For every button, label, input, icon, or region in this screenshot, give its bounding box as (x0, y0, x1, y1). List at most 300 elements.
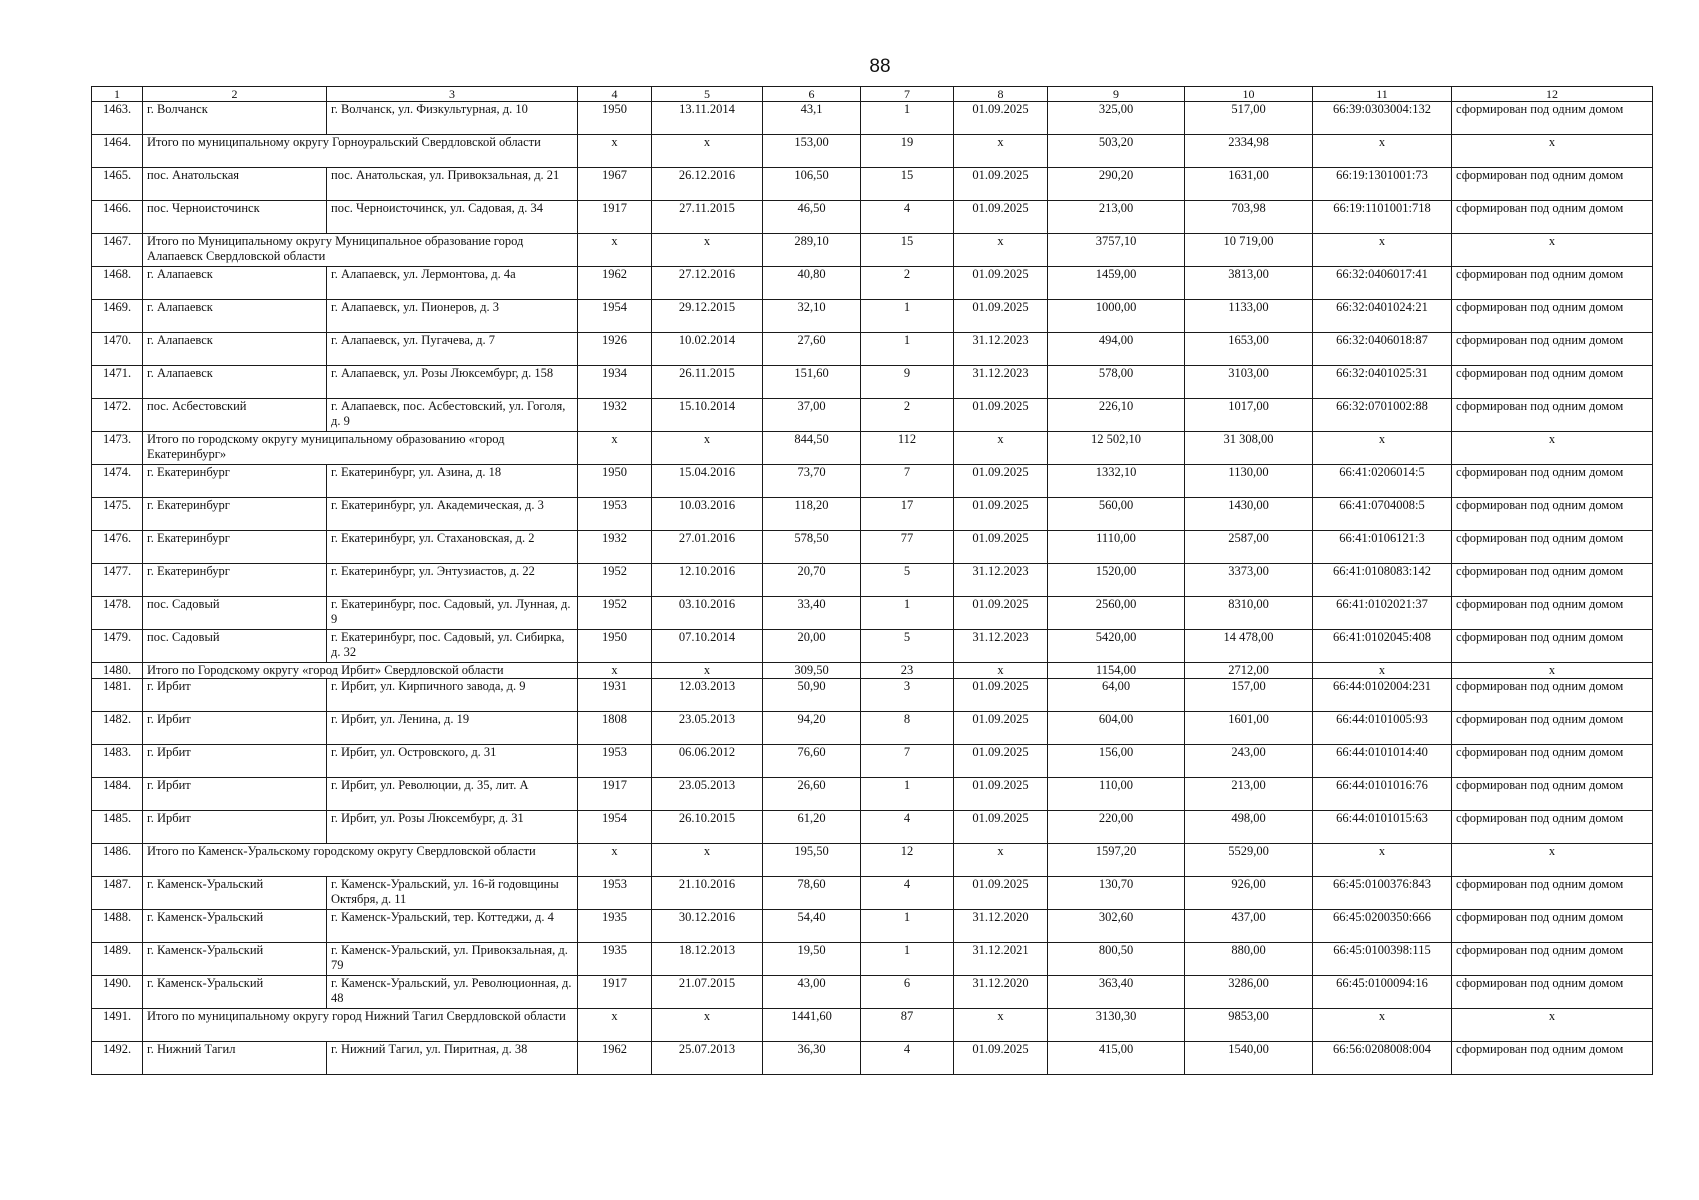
table-row (92, 876, 1653, 909)
row-number: 1474. (92, 465, 143, 498)
table-row (92, 168, 1653, 201)
area-cell: 289,10 (763, 234, 861, 267)
col-header-11: 11 (1313, 87, 1452, 102)
deadline-cell: 01.09.2025 (954, 810, 1048, 843)
area-cell: 78,60 (763, 876, 861, 909)
address-cell: пос. Черноисточинск, ул. Садовая, д. 34 (327, 201, 578, 234)
col9-cell: 1520,00 (1048, 564, 1185, 597)
status-cell: x (1452, 1008, 1653, 1041)
date-cell: 27.11.2015 (652, 201, 763, 234)
cadastral-number-cell: 66:45:0100398:115 (1313, 942, 1452, 975)
deadline-cell: 01.09.2025 (954, 531, 1048, 564)
deadline-cell: 31.12.2020 (954, 909, 1048, 942)
cadastral-number-cell: 66:19:1101001:718 (1313, 201, 1452, 234)
year-cell: 1917 (578, 201, 652, 234)
people-cell: 2 (861, 399, 954, 432)
deadline-cell: 01.09.2025 (954, 711, 1048, 744)
settlement-cell: г. Алапаевск (143, 333, 327, 366)
year-cell: 1950 (578, 102, 652, 135)
status-cell: x (1452, 663, 1653, 679)
table-total-row (92, 234, 1653, 267)
year-cell: x (578, 663, 652, 679)
table-row (92, 102, 1653, 135)
deadline-cell: 01.09.2025 (954, 168, 1048, 201)
settlement-cell: пос. Анатольская (143, 168, 327, 201)
address-cell: г. Ирбит, ул. Розы Люксембург, д. 31 (327, 810, 578, 843)
col9-cell: 494,00 (1048, 333, 1185, 366)
area-cell: 32,10 (763, 300, 861, 333)
row-number: 1481. (92, 678, 143, 711)
col10-cell: 5529,00 (1185, 843, 1313, 876)
row-number: 1472. (92, 399, 143, 432)
table-row (92, 531, 1653, 564)
settlement-cell: г. Каменск-Уральский (143, 942, 327, 975)
deadline-cell: 01.09.2025 (954, 399, 1048, 432)
area-cell: 309,50 (763, 663, 861, 679)
row-number: 1464. (92, 135, 143, 168)
cadastral-number-cell: 66:41:0206014:5 (1313, 465, 1452, 498)
status-cell: сформирован под одним домом (1452, 975, 1653, 1008)
address-cell: г. Екатеринбург, ул. Энтузиастов, д. 22 (327, 564, 578, 597)
col10-cell: 1430,00 (1185, 498, 1313, 531)
status-cell: сформирован под одним домом (1452, 597, 1653, 630)
row-number: 1492. (92, 1041, 143, 1074)
table-row (92, 399, 1653, 432)
col9-cell: 130,70 (1048, 876, 1185, 909)
status-cell: сформирован под одним домом (1452, 1041, 1653, 1074)
col9-cell: 1459,00 (1048, 267, 1185, 300)
cadastral-number-cell: 66:41:0106121:3 (1313, 531, 1452, 564)
col10-cell: 3103,00 (1185, 366, 1313, 399)
people-cell: 6 (861, 975, 954, 1008)
deadline-cell: 31.12.2023 (954, 630, 1048, 663)
table-row (92, 909, 1653, 942)
area-cell: 27,60 (763, 333, 861, 366)
col9-cell: 415,00 (1048, 1041, 1185, 1074)
deadline-cell: 01.09.2025 (954, 777, 1048, 810)
col10-cell: 517,00 (1185, 102, 1313, 135)
deadline-cell: 01.09.2025 (954, 597, 1048, 630)
cadastral-number-cell: x (1313, 663, 1452, 679)
address-cell: г. Алапаевск, пос. Асбестовский, ул. Гоголя, д. 9 (327, 399, 578, 432)
date-cell: 26.12.2016 (652, 168, 763, 201)
area-cell: 37,00 (763, 399, 861, 432)
address-cell: г. Алапаевск, ул. Пугачева, д. 7 (327, 333, 578, 366)
area-cell: 195,50 (763, 843, 861, 876)
table-row (92, 465, 1653, 498)
area-cell: 61,20 (763, 810, 861, 843)
deadline-cell: 31.12.2023 (954, 366, 1048, 399)
col9-cell: 213,00 (1048, 201, 1185, 234)
col10-cell: 1601,00 (1185, 711, 1313, 744)
date-cell: 03.10.2016 (652, 597, 763, 630)
deadline-cell: 01.09.2025 (954, 876, 1048, 909)
col10-cell: 1540,00 (1185, 1041, 1313, 1074)
deadline-cell: 01.09.2025 (954, 1041, 1048, 1074)
cadastral-number-cell: 66:39:0303004:132 (1313, 102, 1452, 135)
people-cell: 1 (861, 102, 954, 135)
status-cell: сформирован под одним домом (1452, 333, 1653, 366)
col10-cell: 14 478,00 (1185, 630, 1313, 663)
cadastral-number-cell: 66:45:0100094:16 (1313, 975, 1452, 1008)
address-cell: г. Екатеринбург, ул. Азина, д. 18 (327, 465, 578, 498)
cadastral-number-cell: 66:44:0101014:40 (1313, 744, 1452, 777)
area-cell: 106,50 (763, 168, 861, 201)
date-cell: 25.07.2013 (652, 1041, 763, 1074)
people-cell: 4 (861, 876, 954, 909)
date-cell: 21.10.2016 (652, 876, 763, 909)
status-cell: сформирован под одним домом (1452, 876, 1653, 909)
date-cell: 10.02.2014 (652, 333, 763, 366)
people-cell: 2 (861, 267, 954, 300)
table-row (92, 267, 1653, 300)
total-label: Итого по Городскому округу «город Ирбит» Свердловской области (143, 663, 578, 679)
row-number: 1487. (92, 876, 143, 909)
date-cell: 29.12.2015 (652, 300, 763, 333)
table-row (92, 975, 1653, 1008)
row-number: 1463. (92, 102, 143, 135)
date-cell: x (652, 1008, 763, 1041)
year-cell: 1931 (578, 678, 652, 711)
year-cell: 1917 (578, 975, 652, 1008)
area-cell: 46,50 (763, 201, 861, 234)
deadline-cell: 01.09.2025 (954, 465, 1048, 498)
col-header-3: 3 (327, 87, 578, 102)
people-cell: 3 (861, 678, 954, 711)
cadastral-number-cell: 66:41:0704008:5 (1313, 498, 1452, 531)
deadline-cell: 01.09.2025 (954, 678, 1048, 711)
col9-cell: 363,40 (1048, 975, 1185, 1008)
people-cell: 4 (861, 201, 954, 234)
status-cell: сформирован под одним домом (1452, 711, 1653, 744)
address-cell: г. Ирбит, ул. Революции, д. 35, лит. А (327, 777, 578, 810)
row-number: 1490. (92, 975, 143, 1008)
people-cell: 15 (861, 234, 954, 267)
col10-cell: 926,00 (1185, 876, 1313, 909)
status-cell: сформирован под одним домом (1452, 630, 1653, 663)
address-cell: г. Ирбит, ул. Кирпичного завода, д. 9 (327, 678, 578, 711)
address-cell: г. Каменск-Уральский, ул. Привокзальная, д. 79 (327, 942, 578, 975)
col9-cell: 560,00 (1048, 498, 1185, 531)
table-row (92, 1041, 1653, 1074)
row-number: 1477. (92, 564, 143, 597)
row-number: 1470. (92, 333, 143, 366)
settlement-cell: пос. Асбестовский (143, 399, 327, 432)
settlement-cell: пос. Садовый (143, 597, 327, 630)
cadastral-number-cell: x (1313, 843, 1452, 876)
date-cell: 12.03.2013 (652, 678, 763, 711)
settlement-cell: г. Ирбит (143, 744, 327, 777)
col9-cell: 1332,10 (1048, 465, 1185, 498)
cadastral-number-cell: 66:44:0101015:63 (1313, 810, 1452, 843)
status-cell: сформирован под одним домом (1452, 810, 1653, 843)
row-number: 1478. (92, 597, 143, 630)
status-cell: сформирован под одним домом (1452, 168, 1653, 201)
col9-cell: 110,00 (1048, 777, 1185, 810)
status-cell: сформирован под одним домом (1452, 744, 1653, 777)
status-cell: сформирован под одним домом (1452, 267, 1653, 300)
address-cell: г. Алапаевск, ул. Пионеров, д. 3 (327, 300, 578, 333)
status-cell: сформирован под одним домом (1452, 366, 1653, 399)
date-cell: 18.12.2013 (652, 942, 763, 975)
date-cell: 30.12.2016 (652, 909, 763, 942)
col10-cell: 2334,98 (1185, 135, 1313, 168)
cadastral-number-cell: 66:44:0101005:93 (1313, 711, 1452, 744)
deadline-cell: 31.12.2023 (954, 564, 1048, 597)
settlement-cell: г. Алапаевск (143, 300, 327, 333)
date-cell: 26.11.2015 (652, 366, 763, 399)
col10-cell: 1130,00 (1185, 465, 1313, 498)
col10-cell: 498,00 (1185, 810, 1313, 843)
table-row (92, 810, 1653, 843)
col9-cell: 1154,00 (1048, 663, 1185, 679)
address-cell: г. Ирбит, ул. Островского, д. 31 (327, 744, 578, 777)
status-cell: сформирован под одним домом (1452, 300, 1653, 333)
people-cell: 1 (861, 909, 954, 942)
status-cell: сформирован под одним домом (1452, 201, 1653, 234)
settlement-cell: г. Каменск-Уральский (143, 909, 327, 942)
table-row (92, 300, 1653, 333)
col-header-4: 4 (578, 87, 652, 102)
year-cell: 1953 (578, 876, 652, 909)
row-number: 1483. (92, 744, 143, 777)
status-cell: сформирован под одним домом (1452, 399, 1653, 432)
deadline-cell: x (954, 1008, 1048, 1041)
cadastral-number-cell: 66:41:0108083:142 (1313, 564, 1452, 597)
people-cell: 9 (861, 366, 954, 399)
year-cell: 1917 (578, 777, 652, 810)
deadline-cell: x (954, 843, 1048, 876)
deadline-cell: 31.12.2021 (954, 942, 1048, 975)
column-number-header-row (92, 87, 1653, 102)
address-cell: пос. Анатольская, ул. Привокзальная, д. 21 (327, 168, 578, 201)
date-cell: x (652, 663, 763, 679)
col9-cell: 2560,00 (1048, 597, 1185, 630)
col10-cell: 157,00 (1185, 678, 1313, 711)
col10-cell: 1017,00 (1185, 399, 1313, 432)
col9-cell: 1597,20 (1048, 843, 1185, 876)
settlement-cell: г. Ирбит (143, 810, 327, 843)
people-cell: 4 (861, 810, 954, 843)
cadastral-number-cell: 66:41:0102021:37 (1313, 597, 1452, 630)
people-cell: 77 (861, 531, 954, 564)
table-row (92, 597, 1653, 630)
table-row (92, 744, 1653, 777)
year-cell: 1932 (578, 531, 652, 564)
settlement-cell: г. Алапаевск (143, 366, 327, 399)
settlement-cell: г. Екатеринбург (143, 531, 327, 564)
people-cell: 1 (861, 942, 954, 975)
table-row (92, 564, 1653, 597)
area-cell: 19,50 (763, 942, 861, 975)
cadastral-number-cell: 66:32:0401025:31 (1313, 366, 1452, 399)
deadline-cell: 01.09.2025 (954, 267, 1048, 300)
people-cell: 4 (861, 1041, 954, 1074)
table-row (92, 498, 1653, 531)
area-cell: 54,40 (763, 909, 861, 942)
area-cell: 151,60 (763, 366, 861, 399)
year-cell: 1926 (578, 333, 652, 366)
date-cell: x (652, 234, 763, 267)
col9-cell: 325,00 (1048, 102, 1185, 135)
year-cell: 1954 (578, 300, 652, 333)
settlement-cell: г. Екатеринбург (143, 564, 327, 597)
col-header-7: 7 (861, 87, 954, 102)
row-number: 1468. (92, 267, 143, 300)
year-cell: x (578, 234, 652, 267)
table-row (92, 711, 1653, 744)
table-body (92, 87, 1653, 1075)
total-label: Итого по Муниципальному округу Муниципальное образование город Алапаевск Свердловской области (143, 234, 578, 267)
col9-cell: 5420,00 (1048, 630, 1185, 663)
settlement-cell: г. Нижний Тагил (143, 1041, 327, 1074)
col9-cell: 220,00 (1048, 810, 1185, 843)
deadline-cell: 01.09.2025 (954, 201, 1048, 234)
row-number: 1467. (92, 234, 143, 267)
people-cell: 23 (861, 663, 954, 679)
total-label: Итого по Каменск-Уральскому городскому округу Свердловской области (143, 843, 578, 876)
date-cell: 26.10.2015 (652, 810, 763, 843)
col-header-1: 1 (92, 87, 143, 102)
deadline-cell: 01.09.2025 (954, 300, 1048, 333)
people-cell: 19 (861, 135, 954, 168)
deadline-cell: x (954, 234, 1048, 267)
cadastral-number-cell: 66:44:0101016:76 (1313, 777, 1452, 810)
col9-cell: 302,60 (1048, 909, 1185, 942)
col9-cell: 3757,10 (1048, 234, 1185, 267)
date-cell: x (652, 135, 763, 168)
row-number: 1491. (92, 1008, 143, 1041)
deadline-cell: 01.09.2025 (954, 498, 1048, 531)
cadastral-number-cell: x (1313, 432, 1452, 465)
total-label: Итого по городскому округу муниципальному образованию «город Екатеринбург» (143, 432, 578, 465)
table-row (92, 777, 1653, 810)
year-cell: 1950 (578, 465, 652, 498)
address-cell: г. Алапаевск, ул. Розы Люксембург, д. 158 (327, 366, 578, 399)
status-cell: сформирован под одним домом (1452, 102, 1653, 135)
date-cell: 21.07.2015 (652, 975, 763, 1008)
settlement-cell: г. Ирбит (143, 678, 327, 711)
people-cell: 87 (861, 1008, 954, 1041)
table-row (92, 678, 1653, 711)
cadastral-number-cell: 66:32:0701002:88 (1313, 399, 1452, 432)
row-number: 1488. (92, 909, 143, 942)
people-cell: 1 (861, 300, 954, 333)
table-total-row (92, 432, 1653, 465)
table-row (92, 333, 1653, 366)
status-cell: сформирован под одним домом (1452, 564, 1653, 597)
status-cell: сформирован под одним домом (1452, 777, 1653, 810)
col-header-9: 9 (1048, 87, 1185, 102)
table-total-row (92, 843, 1653, 876)
area-cell: 153,00 (763, 135, 861, 168)
row-number: 1484. (92, 777, 143, 810)
cadastral-number-cell: 66:32:0406018:87 (1313, 333, 1452, 366)
date-cell: x (652, 432, 763, 465)
table-total-row (92, 135, 1653, 168)
col-header-10: 10 (1185, 87, 1313, 102)
area-cell: 36,30 (763, 1041, 861, 1074)
col-header-8: 8 (954, 87, 1048, 102)
area-cell: 76,60 (763, 744, 861, 777)
status-cell: x (1452, 135, 1653, 168)
cadastral-number-cell: x (1313, 234, 1452, 267)
area-cell: 50,90 (763, 678, 861, 711)
total-label: Итого по муниципальному округу Горноуральский Свердловской области (143, 135, 578, 168)
table-row (92, 366, 1653, 399)
table-row (92, 942, 1653, 975)
col10-cell: 437,00 (1185, 909, 1313, 942)
col-header-5: 5 (652, 87, 763, 102)
col9-cell: 12 502,10 (1048, 432, 1185, 465)
cadastral-number-cell: 66:56:0208008:004 (1313, 1041, 1452, 1074)
year-cell: 1962 (578, 1041, 652, 1074)
settlement-cell: г. Алапаевск (143, 267, 327, 300)
col9-cell: 604,00 (1048, 711, 1185, 744)
people-cell: 1 (861, 333, 954, 366)
col-header-2: 2 (143, 87, 327, 102)
col9-cell: 1000,00 (1048, 300, 1185, 333)
col10-cell: 1133,00 (1185, 300, 1313, 333)
year-cell: 1954 (578, 810, 652, 843)
settlement-cell: пос. Садовый (143, 630, 327, 663)
date-cell: x (652, 843, 763, 876)
people-cell: 1 (861, 777, 954, 810)
deadline-cell: x (954, 135, 1048, 168)
deadline-cell: 01.09.2025 (954, 744, 1048, 777)
deadline-cell: x (954, 432, 1048, 465)
address-cell: г. Ирбит, ул. Ленина, д. 19 (327, 711, 578, 744)
col10-cell: 31 308,00 (1185, 432, 1313, 465)
col9-cell: 290,20 (1048, 168, 1185, 201)
col-header-6: 6 (763, 87, 861, 102)
col10-cell: 3286,00 (1185, 975, 1313, 1008)
cadastral-number-cell: 66:32:0401024:21 (1313, 300, 1452, 333)
area-cell: 578,50 (763, 531, 861, 564)
col9-cell: 1110,00 (1048, 531, 1185, 564)
people-cell: 7 (861, 744, 954, 777)
year-cell: 1967 (578, 168, 652, 201)
settlement-cell: г. Ирбит (143, 777, 327, 810)
year-cell: 1950 (578, 630, 652, 663)
date-cell: 07.10.2014 (652, 630, 763, 663)
year-cell: 1808 (578, 711, 652, 744)
area-cell: 43,1 (763, 102, 861, 135)
row-number: 1475. (92, 498, 143, 531)
col10-cell: 213,00 (1185, 777, 1313, 810)
col9-cell: 156,00 (1048, 744, 1185, 777)
year-cell: 1952 (578, 597, 652, 630)
area-cell: 118,20 (763, 498, 861, 531)
cadastral-number-cell: 66:32:0406017:41 (1313, 267, 1452, 300)
area-cell: 33,40 (763, 597, 861, 630)
date-cell: 27.01.2016 (652, 531, 763, 564)
col10-cell: 2712,00 (1185, 663, 1313, 679)
address-cell: г. Екатеринбург, пос. Садовый, ул. Сибирка, д. 32 (327, 630, 578, 663)
row-number: 1473. (92, 432, 143, 465)
table-row (92, 630, 1653, 663)
people-cell: 17 (861, 498, 954, 531)
col9-cell: 503,20 (1048, 135, 1185, 168)
row-number: 1476. (92, 531, 143, 564)
col9-cell: 64,00 (1048, 678, 1185, 711)
address-cell: г. Каменск-Уральский, ул. 16-й годовщины Октября, д. 11 (327, 876, 578, 909)
col10-cell: 3373,00 (1185, 564, 1313, 597)
year-cell: x (578, 135, 652, 168)
total-label: Итого по муниципальному округу город Нижний Тагил Свердловской области (143, 1008, 578, 1041)
address-cell: г. Алапаевск, ул. Лермонтова, д. 4а (327, 267, 578, 300)
col9-cell: 3130,30 (1048, 1008, 1185, 1041)
